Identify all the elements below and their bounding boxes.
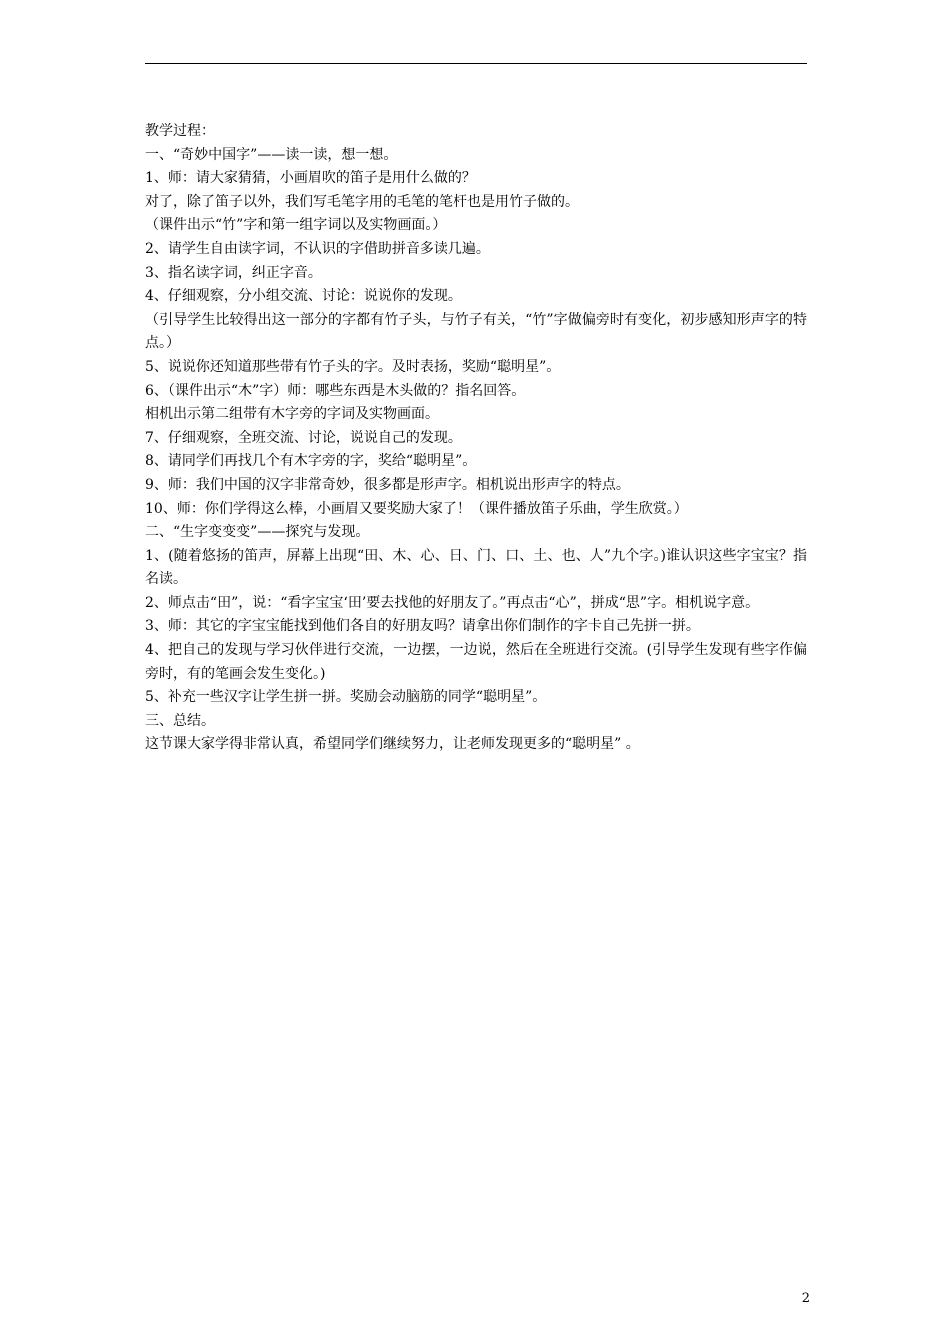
paragraph: 4、把自己的发现与学习伙伴进行交流，一边摆，一边说，然后在全班进行交流。(引导学生发现有些字作偏旁时，有的笔画会发生变化。) — [145, 642, 807, 682]
section-heading-process: 教学过程： — [145, 123, 215, 139]
paragraph: 1、(随着悠扬的笛声，屏幕上出现“田、木、心、日、门、口、土、也、人”九个字。)谁认识这些字宝宝？指名读。 — [145, 547, 807, 588]
paragraph: 7、仔细观察，全班交流、讨论，说说自己的发现。 — [145, 429, 462, 446]
paragraph: 相机出示第二组带有木字旁的字词及实物画面。 — [145, 406, 439, 423]
paragraph: 4、仔细观察，分小组交流、讨论：说说你的发现。 — [145, 288, 462, 305]
paragraph: 2、师点击“田”，说：“看字宝宝‘田’要去找他的好朋友了。”再点击“心”，拼成“思”字。相机说字意。 — [145, 594, 760, 611]
paragraph: （课件出示“竹”字和第一组字词以及实物画面。） — [145, 217, 447, 234]
section-heading-one: 一、“奇妙中国字”——读一读，想一想。 — [145, 146, 398, 163]
paragraph: 3、师：其它的字宝宝能找到他们各自的好朋友吗？请拿出你们制作的字卡自己先拼一拼。 — [145, 618, 700, 635]
page-number: 2 — [801, 1291, 810, 1306]
paragraph: 1、师：请大家猜猜，小画眉吹的笛子是用什么做的？ — [145, 170, 476, 187]
paragraph: 6、（课件出示“木”字）师：哪些东西是木头做的？指名回答。 — [145, 382, 526, 399]
paragraph: 3、指名读字词，纠正字音。 — [145, 264, 322, 281]
paragraph: 这节课大家学得非常认真，希望同学们继续努力，让老师发现更多的“聪明星” 。 — [145, 736, 640, 753]
section-heading-three: 三、总结。 — [145, 712, 215, 729]
paragraph: 9、师：我们中国的汉字非常奇妙，很多都是形声字。相机说出形声字的特点。 — [145, 476, 630, 493]
section-heading-two: 二、“生字变变变”——探究与发现。 — [145, 524, 370, 541]
document-body — [145, 120, 807, 757]
paragraph: （引导学生比较得出这一部分的字都有竹子头，与竹子有关，“竹”字做偏旁时有变化，初步感知形声字的特点。） — [145, 311, 807, 352]
paragraph: 5、补充一些汉字让学生拼一拼。奖励会动脑筋的同学“聪明星”。 — [145, 689, 547, 706]
paragraph: 2、请学生自由读字词，不认识的字借助拼音多读几遍。 — [145, 240, 490, 257]
paragraph: 10、师：你们学得这么棒，小画眉又要奖励大家了！（课件播放笛子乐曲，学生欣赏。） — [145, 500, 688, 517]
paragraph: 8、请同学们再找几个有木字旁的字，奖给“聪明星”。 — [145, 453, 477, 470]
paragraph: 5、说说你还知道那些带有竹子头的字。及时表扬，奖励“聪明星”。 — [145, 358, 561, 375]
header-rule — [145, 63, 807, 64]
paragraph: 对了，除了笛子以外，我们写毛笔字用的毛笔的笔杆也是用竹子做的。 — [145, 193, 579, 210]
